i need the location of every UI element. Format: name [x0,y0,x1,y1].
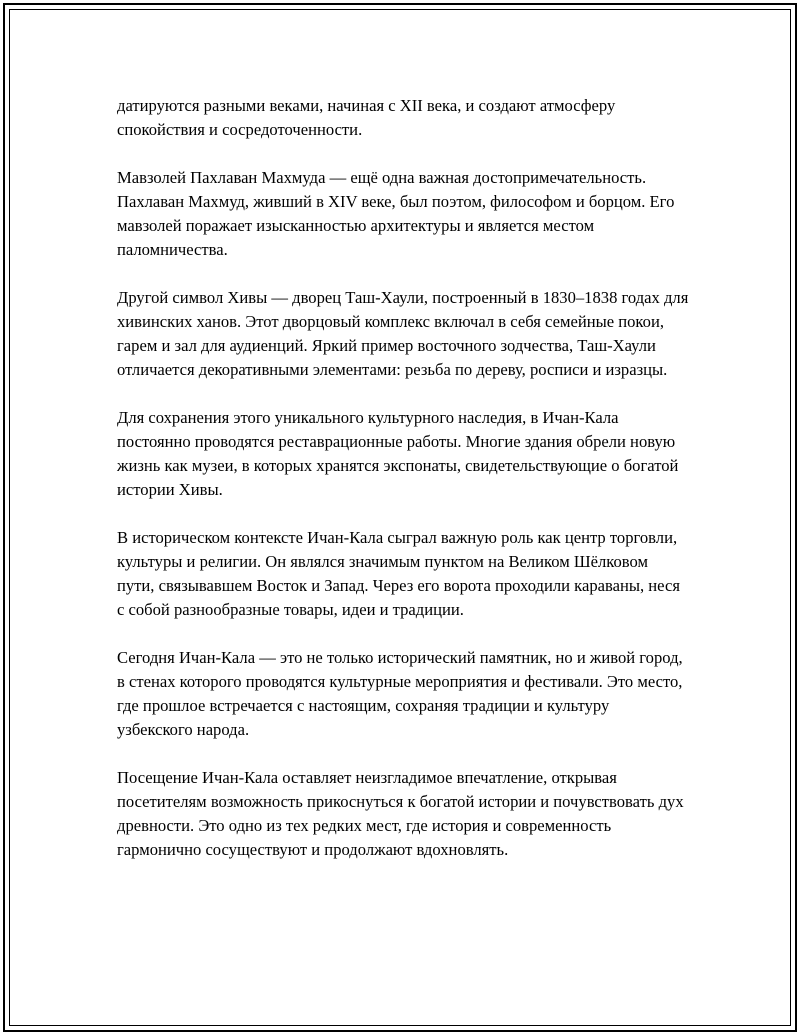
document-body [117,94,689,886]
paragraph-historical-context: В историческом контексте Ичан-Кала сыграл важную роль как центр торговли, культуры и религии. Он являлся значимым пунктом на Великом Шёлковом пути, связывавшем Восток и Запад. Через его ворота проходили караваны, неся с собой разнообразные товары, идеи и традиции. [117,528,680,619]
paragraph-continuation: датируются разными веками, начиная с XII века, и создают атмосферу спокойствия и сосредоточенности. [117,96,616,139]
paragraph-today: Сегодня Ичан-Кала — это не только исторический памятник, но и живой город, в стенах которого проводятся культурные мероприятия и фестивали. Это место, где прошлое встречается с настоящим, сохраняя традиции и культуру узбекского народа. [117,648,683,739]
paragraph-tash-hauli: Другой символ Хивы — дворец Таш-Хаули, построенный в 1830–1838 годах для хивинских ханов. Этот дворцовый комплекс включал в себя семейные покои, гарем и зал для аудиенций. Яркий пример восточного зодчества, Таш-Хаули отличается декоративными элементами: резьба по дереву, росписи и изразцы. [117,288,689,379]
paragraph-pahlavan-mahmud: Мавзолей Пахлаван Махмуда — ещё одна важная достопримечательность. Пахлаван Махмуд, живший в XIV веке, был поэтом, философом и борцом. Его мавзолей поражает изысканностью архитектуры и является местом паломничества. [117,168,675,259]
paragraph-restoration: Для сохранения этого уникального культурного наследия, в Ичан-Кала постоянно проводятся реставрационные работы. Многие здания обрели новую жизнь как музеи, в которых хранятся экспонаты, свидетельствующие о богатой истории Хивы. [117,408,679,499]
paragraph-visit: Посещение Ичан-Кала оставляет неизгладимое впечатление, открывая посетителям возможность прикоснуться к богатой истории и почувствовать дух древности. Это одно из тех редких мест, где история и современность гармонично сосуществуют и продолжают вдохновлять. [117,768,684,859]
